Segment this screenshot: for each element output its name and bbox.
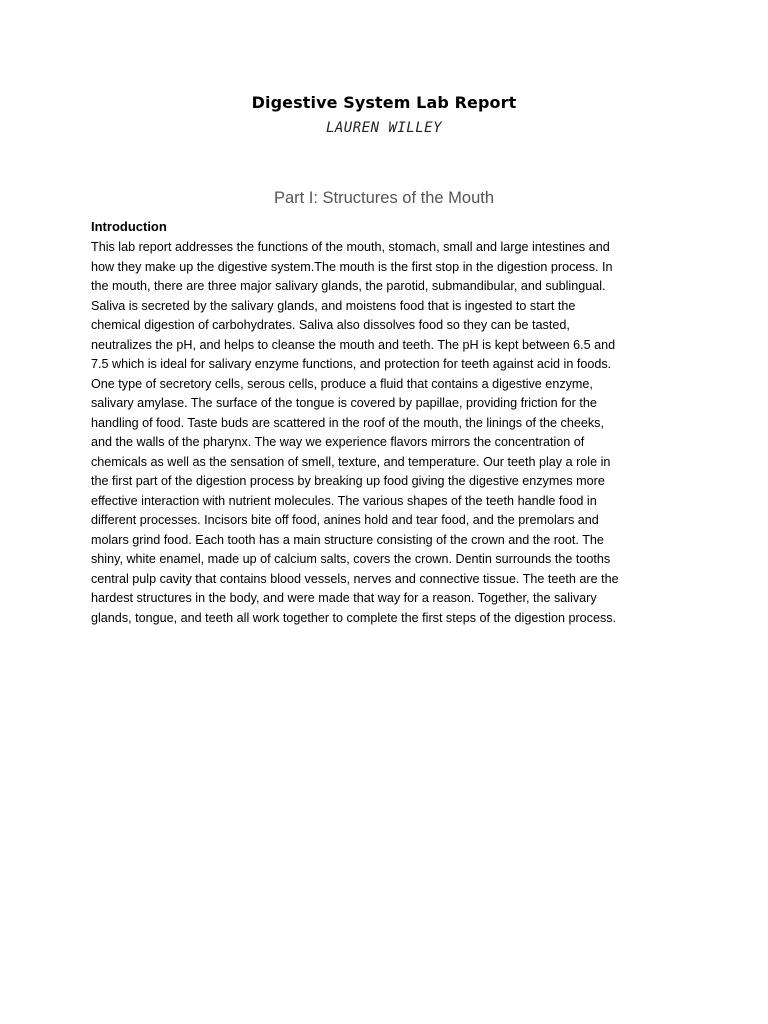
introduction-line: the mouth, there are three major salivary glands, the parotid, submandibular, and sublingual.	[91, 279, 606, 293]
introduction-line: shiny, white enamel, made up of calcium salts, covers the crown. Dentin surrounds the tooths	[91, 552, 611, 566]
introduction-line: central pulp cavity that contains blood vessels, nerves and connective tissue. The teeth are the	[91, 571, 619, 586]
introduction-line: chemicals as well as the sensation of smell, texture, and temperature. Our teeth play a role in	[91, 454, 611, 469]
introduction-heading: Introduction	[91, 219, 167, 234]
introduction-line: hardest structures in the body, and were made that way for a reason. Together, the salivary	[91, 591, 597, 605]
document-author: LAUREN WILLEY	[325, 120, 443, 136]
introduction-line: and the walls of the pharynx. The way we experience flavors mirrors the concentration of	[91, 435, 585, 449]
introduction-body	[91, 238, 679, 628]
introduction-line: Saliva is secreted by the salivary glands, and moistens food that is ingested to start the	[91, 298, 576, 313]
introduction-line: effective interaction with nutrient molecules. The various shapes of the teeth handle food in	[91, 493, 597, 508]
introduction-line: One type of secretory cells, serous cells, produce a fluid that contains a digestive enzyme,	[91, 376, 593, 391]
introduction-line: 7.5 which is ideal for salivary enzyme functions, and protection for teeth against acid in foods.	[91, 357, 612, 371]
introduction-line: salivary amylase. The surface of the tongue is covered by papillae, providing friction for the	[91, 396, 597, 410]
introduction-line: the first part of the digestion process by breaking up food giving the digestive enzymes more	[91, 474, 605, 488]
document-title: Digestive System Lab Report	[251, 93, 517, 112]
introduction-line: neutralizes the pH, and helps to cleanse the mouth and teeth. The pH is kept between 6.5 and	[91, 337, 616, 352]
introduction-line: how they make up the digestive system.The mouth is the first stop in the digestion process. In	[91, 259, 613, 274]
introduction-line: chemical digestion of carbohydrates. Saliva also dissolves food so they can be tasted,	[91, 318, 570, 332]
introduction-line: different processes. Incisors bite off food, anines hold and tear food, and the premolars and	[91, 513, 599, 527]
introduction-line: glands, tongue, and teeth all work together to complete the first steps of the digestion process.	[91, 610, 617, 625]
part-heading: Part I: Structures of the Mouth	[273, 189, 495, 207]
introduction-line: This lab report addresses the functions of the mouth, stomach, small and large intestines and	[91, 240, 610, 254]
introduction-line: molars grind food. Each tooth has a main structure consisting of the crown and the root. The	[91, 532, 604, 547]
introduction-line: handling of food. Taste buds are scattered in the roof of the mouth, the linings of the cheeks,	[91, 415, 604, 430]
